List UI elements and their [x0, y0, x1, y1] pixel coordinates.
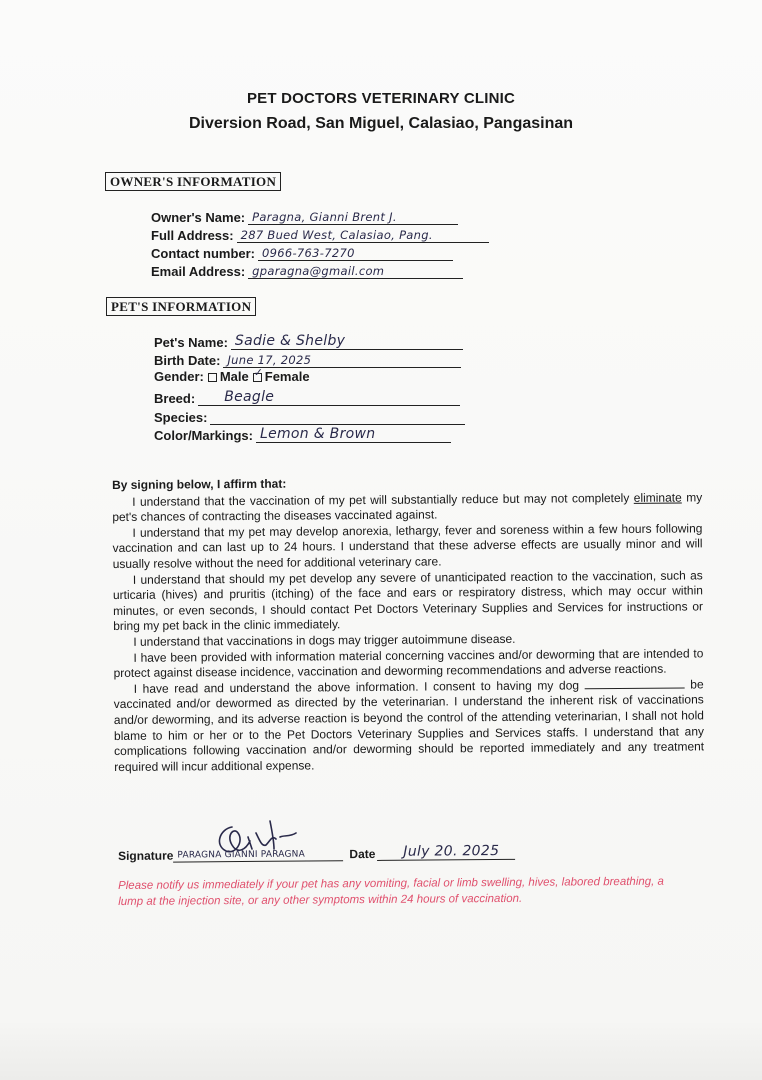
full-address-field: [151, 226, 489, 243]
gender-male-label: Male: [219, 369, 249, 384]
pet-name-value: Sadie & Shelby: [234, 333, 346, 349]
dog-name-blank[interactable]: [585, 677, 685, 689]
date-value: July 20. 2025: [403, 843, 500, 860]
birth-date-field: [154, 351, 461, 368]
affirmation-paragraph-4: I understand that vaccinations in dogs may trigger autoimmune disease.: [133, 631, 516, 649]
pet-name-field: [154, 333, 463, 350]
affirmation-lead: By signing below, I affirm that:: [112, 476, 287, 492]
full-address-line[interactable]: [237, 226, 489, 243]
affirmation-p6-text-a: I have read and understand the above information. I consent to having my dog: [133, 678, 580, 696]
affirmation-p1-text-a: I understand that the vaccination of my pet will substantially reduce but may not completely: [132, 490, 630, 509]
owner-name-line[interactable]: [248, 208, 458, 225]
affirmation-p1-text-b: my pet's chances of contracting the diseases vaccinated against.: [112, 489, 703, 525]
gender-field: [154, 369, 310, 384]
breed-line[interactable]: [198, 389, 460, 406]
color-markings-label: Color/Markings:: [154, 428, 253, 443]
gender-label: Gender:: [154, 369, 204, 384]
birth-date-value: June 17, 2025: [227, 353, 312, 367]
gender-male-checkbox[interactable]: [208, 373, 217, 382]
owner-name-field: [151, 208, 458, 225]
affirmation-paragraph-3: I understand that should my pet develop any severe of unanticipated reaction to the vaccination, such as urticaria (hives) and pruritis (itching) of the face and ears or respiratory distress, which may occur within minutes, or even seconds, I should contact Pet Doctors Veterinary Supplies and Services for instructions or bring my pet back in the clinic immediately.: [112, 567, 704, 634]
post-vaccination-notice: Please notify us immediately if your pet has any vomiting, facial or limb swelling, hives, labored breathing, a lump at the injection site, or any other symptoms within 24 hours of vaccination.: [118, 875, 664, 908]
affirmation-p1-underlined: eliminate: [633, 490, 682, 505]
color-markings-value: Lemon & Brown: [259, 426, 376, 442]
breed-value: Beagle: [224, 389, 275, 405]
affirmation-paragraph-6: [114, 677, 705, 775]
full-address-label: Full Address:: [151, 228, 234, 243]
form-header: [0, 90, 762, 133]
color-markings-field: [154, 426, 451, 443]
owner-name-value: Paragna, Gianni Brent J.: [252, 210, 397, 224]
affirmation-block: [112, 473, 704, 775]
date-label: Date: [349, 846, 376, 862]
email-address-field: [151, 262, 463, 279]
contact-number-line[interactable]: [258, 244, 453, 261]
signature-row: [118, 845, 515, 863]
signature-line[interactable]: [173, 846, 343, 862]
affirmation-paragraph-2: I understand that my pet may develop anorexia, lethargy, fever and soreness within a few hours following vaccination and can last up to 24 hours. I understand that these adverse effects are usually minor and will usually resolve without the need for additional veterinary care.: [112, 521, 703, 571]
scan-bottom-shade: [0, 1018, 762, 1080]
email-address-label: Email Address:: [151, 264, 246, 279]
species-line[interactable]: [210, 408, 465, 425]
owner-section-title: OWNER'S INFORMATION: [105, 172, 281, 191]
signature-name: PARAGNA GIANNI PARAGNA: [177, 849, 305, 861]
pet-name-label: Pet's Name:: [154, 335, 228, 350]
full-address-value: 287 Bued West, Calasiao, Pang.: [240, 228, 433, 242]
contact-number-value: 0966-763-7270: [262, 246, 355, 260]
color-markings-line[interactable]: [256, 426, 451, 443]
affirmation-paragraph-1: [112, 490, 702, 526]
email-address-value: gparagna@gmail.com: [252, 264, 385, 278]
affirmation-p6-text-b: be vaccinated and/or dewormed as directed by the veterinarian. I understand the inherent risk of vaccinations and/or deworming, and its adverse reaction is beyond the control of the attending veterinarian, I shall not hold blame to him or her or to the Pet Doctors Veterinary Supplies and Services staffs. I understand that any complications following vaccination and/or deworming should be reported immediately and any treatment required will incur additional expense.: [113, 677, 705, 774]
gender-female-checkbox[interactable]: [253, 373, 262, 382]
date-line[interactable]: [377, 845, 515, 861]
contact-number-label: Contact number:: [151, 246, 255, 261]
signature-label: Signature: [118, 848, 174, 863]
pet-section-title: PET'S INFORMATION: [106, 297, 256, 316]
pet-name-line[interactable]: [231, 333, 463, 350]
breed-field: [154, 389, 460, 406]
owner-name-label: Owner's Name:: [151, 210, 246, 225]
gender-female-label: Female: [264, 369, 310, 384]
species-label: Species:: [154, 410, 208, 425]
clinic-name: PET DOCTORS VETERINARY CLINIC: [246, 90, 516, 107]
affirmation-paragraph-5: I have been provided with information material concerning vaccines and/or deworming that are intended to protect against disease incidence, vaccination and deworming recommendations and adverse reactions.: [113, 645, 704, 681]
email-address-line[interactable]: [248, 262, 463, 279]
species-field: [154, 408, 465, 425]
breed-label: Breed:: [154, 391, 196, 406]
birth-date-label: Birth Date:: [154, 353, 221, 368]
contact-number-field: [151, 244, 453, 261]
clinic-address: Diversion Road, San Miguel, Calasiao, Pangasinan: [188, 115, 574, 132]
